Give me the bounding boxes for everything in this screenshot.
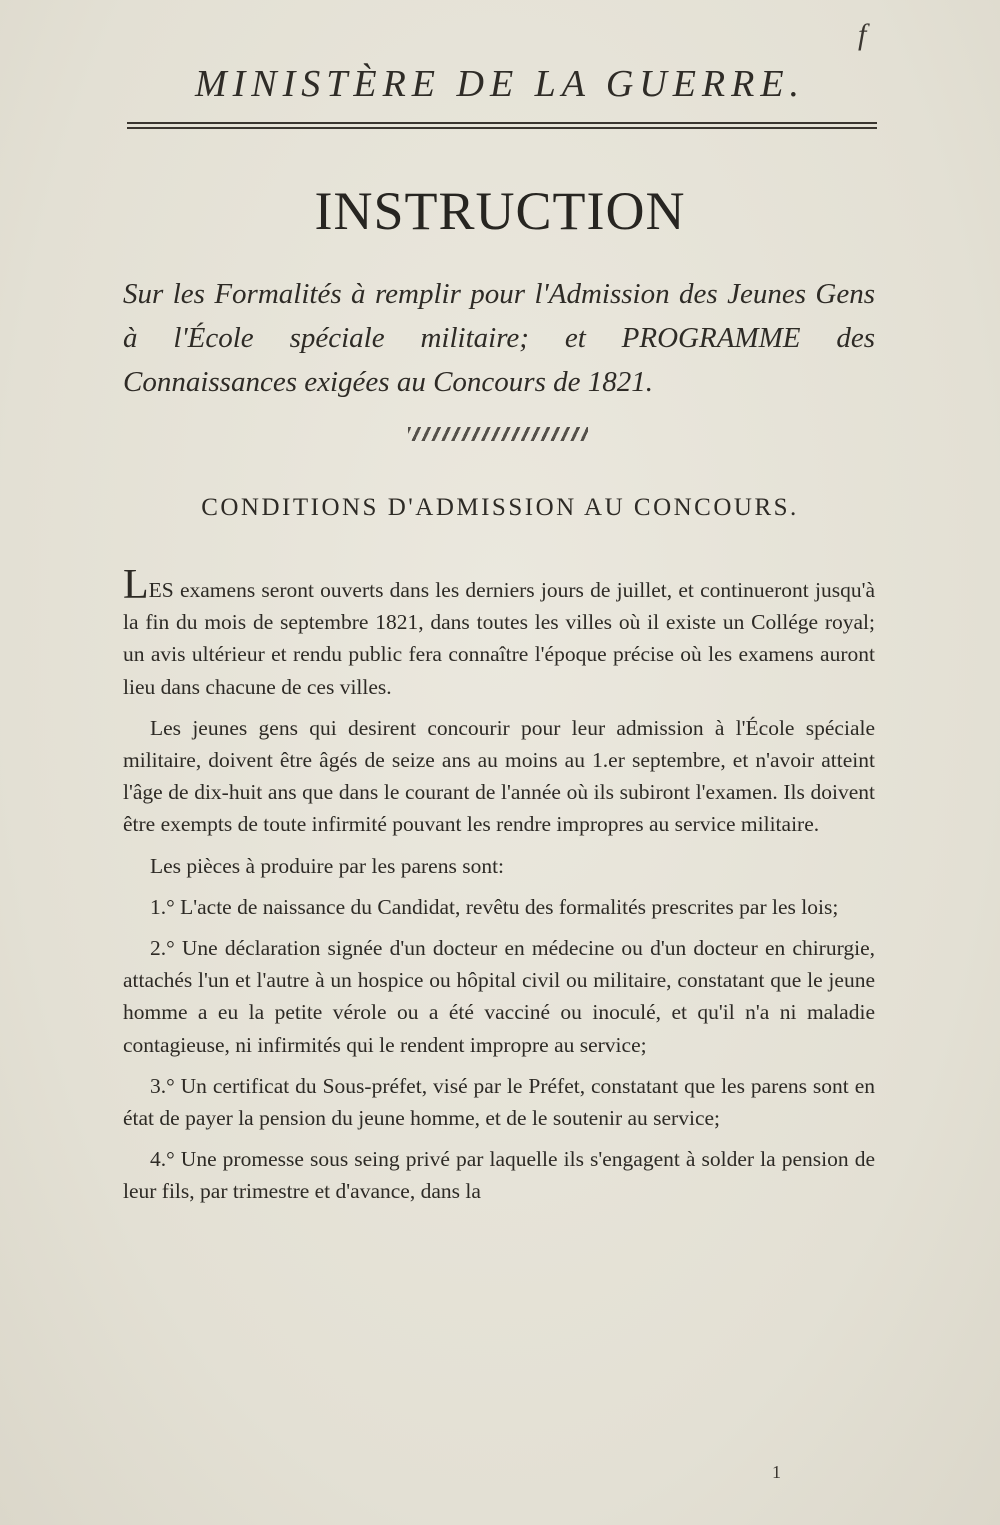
subtitle-line-1: Sur les Formalités à remplir pour l'Admission des Jeunes Gens xyxy=(123,278,875,310)
double-rule-divider xyxy=(127,122,877,131)
paragraph-1 xyxy=(123,562,875,703)
rule-line-bottom xyxy=(127,127,877,129)
paragraph-3: Les pièces à produire par les parens sont: xyxy=(150,853,505,878)
subtitle-line-3: Connaissances exigées au Concours de 1821. xyxy=(123,366,653,398)
rule-line-top xyxy=(127,122,877,124)
corner-mark: f xyxy=(858,18,867,51)
document-title: INSTRUCTION xyxy=(314,181,686,241)
page-folio: 1 xyxy=(772,1462,781,1482)
paragraph-5: 2.° Une déclaration signée d'un docteur en médecine ou d'un docteur en chirurgie, attachés l'un et l'autre à un hospice ou hôpital civil ou militaire, constatant que le jeune homme a eu la petite vérole ou a été vacciné ou inoculé, et qu'il n'a ni maladie contagieuse, ni infirmités qui le rendent impropre au service; xyxy=(123,936,875,1057)
paragraph-4: 1.° L'acte de naissance du Candidat, revêtu des formalités prescrites par les lois; xyxy=(150,894,839,919)
paragraph-2: Les jeunes gens qui desirent concourir pour leur admission à l'École spéciale militaire, doivent être âgés de seize ans au moins au 1.er septembre, et n'avoir atteint l'âge de dix-huit ans que dans le courant de l'année où ils subiront l'examen. Ils doivent être exempts de toute infirmité pouvant les rendre impropres au service militaire. xyxy=(123,715,875,837)
body-text xyxy=(123,562,875,1217)
paragraph-1-text: ES examens seront ouverts dans les derniers jours de juillet, et continueront jusqu'à la fin du mois de septembre 1821, dans toutes les villes où il existe un Collége royal; un avis ultérieur et rendu public fera connaître l'époque précise où les examens auront lieu dans chacune de ces villes. xyxy=(123,578,875,699)
subtitle-line-2: à l'École spéciale militaire; et PROGRAMME des xyxy=(123,322,875,354)
paragraph-7: 4.° Une promesse sous seing privé par laquelle ils s'engagent à solder la pension de leur fils, par trimestre et d'avance, dans la xyxy=(123,1147,875,1204)
drop-cap: L xyxy=(123,562,149,608)
paragraph-6: 3.° Un certificat du Sous-préfet, visé par le Préfet, constatant que les parens sont en état de payer la pension du jeune homme, et de le soutenir au service; xyxy=(123,1073,875,1131)
ornamental-divider xyxy=(408,427,588,441)
section-heading: CONDITIONS D'ADMISSION AU CONCOURS. xyxy=(201,494,799,521)
document-subtitle xyxy=(123,272,875,404)
ministry-header: MINISTÈRE DE LA GUERRE. xyxy=(194,63,806,105)
